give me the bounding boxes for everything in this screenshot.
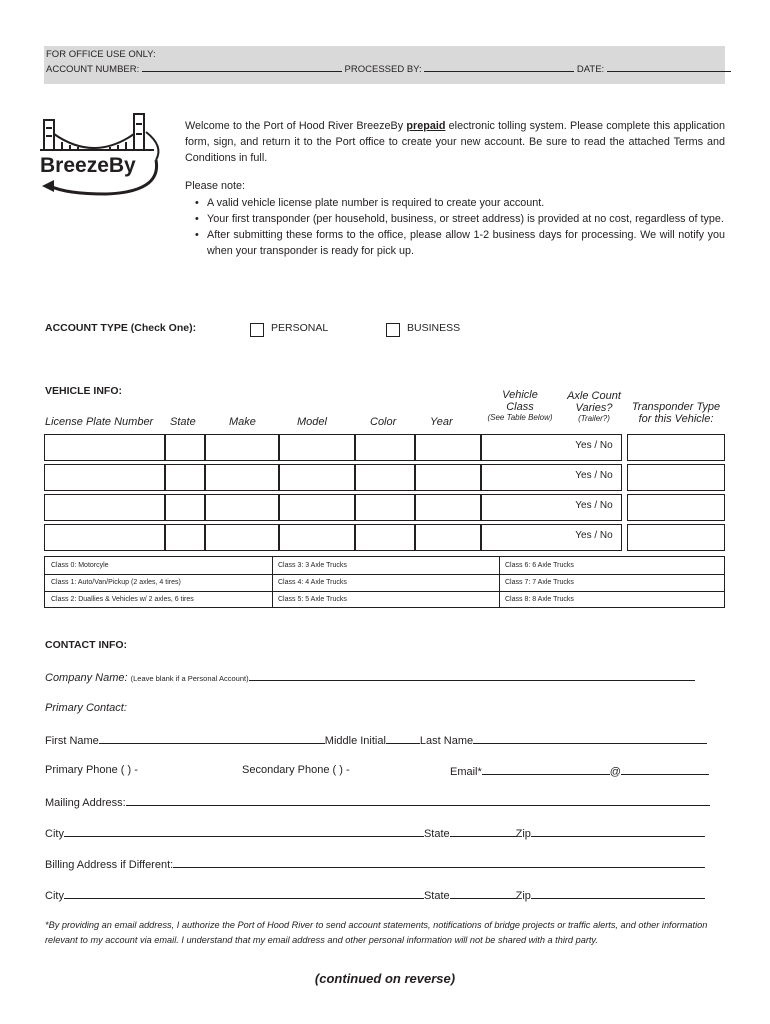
class-entry: Class 4: 4 Axle Trucks xyxy=(278,579,347,586)
state-label: State xyxy=(423,828,450,840)
color-cell[interactable] xyxy=(355,434,415,461)
plate-cell[interactable] xyxy=(44,464,165,491)
class-entry: Class 0: Motorcyle xyxy=(51,562,109,569)
year-cell[interactable] xyxy=(415,524,481,551)
note-item: • Your first transponder (per household, business, or street address) is provided at no cost, regardless of type. xyxy=(195,211,725,227)
city-field[interactable] xyxy=(64,826,424,837)
business-option-label: BUSINESS xyxy=(407,322,461,334)
color-header: Color xyxy=(370,416,397,428)
model-cell[interactable] xyxy=(279,464,355,491)
continued-notice: (continued on reverse) xyxy=(314,971,456,986)
class-entry: Class 5: 5 Axle Trucks xyxy=(278,596,347,603)
color-cell[interactable] xyxy=(355,524,415,551)
axle-yes-no[interactable]: Yes / No xyxy=(575,530,613,541)
primary-phone-field[interactable]: Primary Phone ( ) - xyxy=(45,764,138,776)
model-cell[interactable] xyxy=(279,524,355,551)
city-label: City xyxy=(45,828,64,840)
make-cell[interactable] xyxy=(205,494,279,521)
middle-initial-label: Middle Initial xyxy=(324,735,386,747)
transponder-cell[interactable] xyxy=(627,524,725,551)
mailing-address-label: Mailing Address: xyxy=(45,797,126,809)
processed-by-field[interactable] xyxy=(424,61,574,72)
zip-label: Zip xyxy=(515,890,531,902)
billing-address-label: Billing Address if Different: xyxy=(45,859,174,871)
middle-initial-field[interactable] xyxy=(386,733,420,744)
color-cell[interactable] xyxy=(355,464,415,491)
name-row xyxy=(45,733,707,747)
make-cell[interactable] xyxy=(205,464,279,491)
class-entry: Class 7: 7 Axle Trucks xyxy=(505,579,574,586)
billing-row xyxy=(45,857,705,871)
account-type-label: ACCOUNT TYPE (Check One): xyxy=(45,322,197,334)
state-field[interactable] xyxy=(450,826,516,837)
year-header: Year xyxy=(430,416,453,428)
date-label: DATE: xyxy=(576,64,605,75)
billing-zip-field[interactable] xyxy=(531,888,705,899)
transponder-cell[interactable] xyxy=(627,494,725,521)
logo-text: BreezeBy xyxy=(40,154,136,177)
date-field[interactable] xyxy=(607,61,731,72)
zip-label: Zip xyxy=(515,828,531,840)
company-name-field[interactable] xyxy=(249,670,695,681)
state-cell[interactable] xyxy=(165,524,205,551)
state-cell[interactable] xyxy=(165,464,205,491)
first-name-field[interactable] xyxy=(99,733,325,744)
at-sign: @ xyxy=(609,766,621,778)
plate-cell[interactable] xyxy=(44,494,165,521)
contact-info-label: CONTACT INFO: xyxy=(45,639,128,651)
transponder-header: Transponder Type for this Vehicle: xyxy=(631,401,721,425)
model-header: Model xyxy=(297,416,327,428)
class-entry: Class 1: Auto/Van/Pickup (2 axles, 4 tires) xyxy=(51,579,181,586)
state-label: State xyxy=(423,890,450,902)
class-header: Vehicle Class (See Table Below) xyxy=(487,389,553,422)
account-number-field[interactable] xyxy=(142,61,342,72)
account-number-label: ACCOUNT NUMBER: xyxy=(46,64,140,75)
state-cell[interactable] xyxy=(165,494,205,521)
billing-state-field[interactable] xyxy=(450,888,516,899)
model-cell[interactable] xyxy=(279,494,355,521)
mailing-address-field[interactable] xyxy=(126,795,710,806)
note-list xyxy=(195,195,725,259)
email-label: Email* xyxy=(450,766,482,778)
class-entry: Class 6: 6 Axle Trucks xyxy=(505,562,574,569)
zip-field[interactable] xyxy=(531,826,705,837)
make-header: Make xyxy=(229,416,256,428)
prepaid-emphasis: prepaid xyxy=(406,120,446,132)
last-name-label: Last Name xyxy=(419,735,474,747)
first-name-label: First Name xyxy=(45,735,99,747)
email-row xyxy=(450,764,709,778)
last-name-field[interactable] xyxy=(473,733,707,744)
billing-address-field[interactable] xyxy=(173,857,705,868)
transponder-cell[interactable] xyxy=(627,464,725,491)
breezeby-logo xyxy=(36,112,168,198)
email-user-field[interactable] xyxy=(482,764,610,775)
city-row xyxy=(45,826,705,840)
class-entry: Class 3: 3 Axle Trucks xyxy=(278,562,347,569)
class-entry: Class 2: Duallies & Vehicles w/ 2 axles, 6 tires xyxy=(51,596,194,603)
state-cell[interactable] xyxy=(165,434,205,461)
personal-checkbox[interactable] xyxy=(250,323,264,337)
make-cell[interactable] xyxy=(205,434,279,461)
class-entry: Class 8: 8 Axle Trucks xyxy=(505,596,574,603)
office-use-heading: FOR OFFICE USE ONLY: xyxy=(46,49,156,60)
office-use-section xyxy=(44,46,725,84)
note-item: • A valid vehicle license plate number is required to create your account. xyxy=(195,195,725,211)
billing-city-row xyxy=(45,888,705,902)
email-domain-field[interactable] xyxy=(621,764,709,775)
year-cell[interactable] xyxy=(415,464,481,491)
company-name-row xyxy=(45,670,695,684)
color-cell[interactable] xyxy=(355,494,415,521)
billing-city-field[interactable] xyxy=(64,888,424,899)
year-cell[interactable] xyxy=(415,434,481,461)
note-item: • After submitting these forms to the office, please allow 1-2 business days for processing. We will notify you when your transponder is ready for pick up. xyxy=(195,227,725,259)
company-name-label: Company Name: xyxy=(45,672,128,684)
secondary-phone-field[interactable]: Secondary Phone ( ) - xyxy=(242,764,350,776)
state-header: State xyxy=(170,416,196,428)
axle-yes-no[interactable]: Yes / No xyxy=(575,470,613,481)
plate-header: License Plate Number xyxy=(45,416,154,428)
axle-yes-no[interactable]: Yes / No xyxy=(575,500,613,511)
plate-cell[interactable] xyxy=(44,434,165,461)
vehicle-info-label: VEHICLE INFO: xyxy=(45,385,123,397)
processed-by-label: PROCESSED BY: xyxy=(344,64,422,75)
make-cell[interactable] xyxy=(205,524,279,551)
email-footnote: *By providing an email address, I authorize the Port of Hood River to send account statements, notifications of bridge projects or traffic alerts, and other information relevant to my account via email. I understand that my email address and other personal information will not be shared with a third party. xyxy=(45,920,708,945)
plate-cell[interactable] xyxy=(44,524,165,551)
city-label: City xyxy=(45,890,64,902)
transponder-cell[interactable] xyxy=(627,434,725,461)
vehicle-class-table xyxy=(44,556,725,608)
personal-option-label: PERSONAL xyxy=(271,322,329,334)
axle-header: Axle Count Varies? (Trailer?) xyxy=(567,390,621,423)
company-name-hint: (Leave blank if a Personal Account) xyxy=(130,674,249,683)
note-heading: Please note: xyxy=(185,180,246,192)
mailing-row xyxy=(45,795,710,809)
axle-yes-no[interactable]: Yes / No xyxy=(575,440,613,451)
model-cell[interactable] xyxy=(279,434,355,461)
intro-paragraph: Welcome to the Port of Hood River BreezeBy prepaid electronic tolling system. Please complete this application form, sign, and return it to the Port office to create your new account. Be sure to read the attached Terms and Conditions in full. xyxy=(185,120,726,164)
primary-contact-label: Primary Contact: xyxy=(45,702,127,714)
business-checkbox[interactable] xyxy=(386,323,400,337)
year-cell[interactable] xyxy=(415,494,481,521)
